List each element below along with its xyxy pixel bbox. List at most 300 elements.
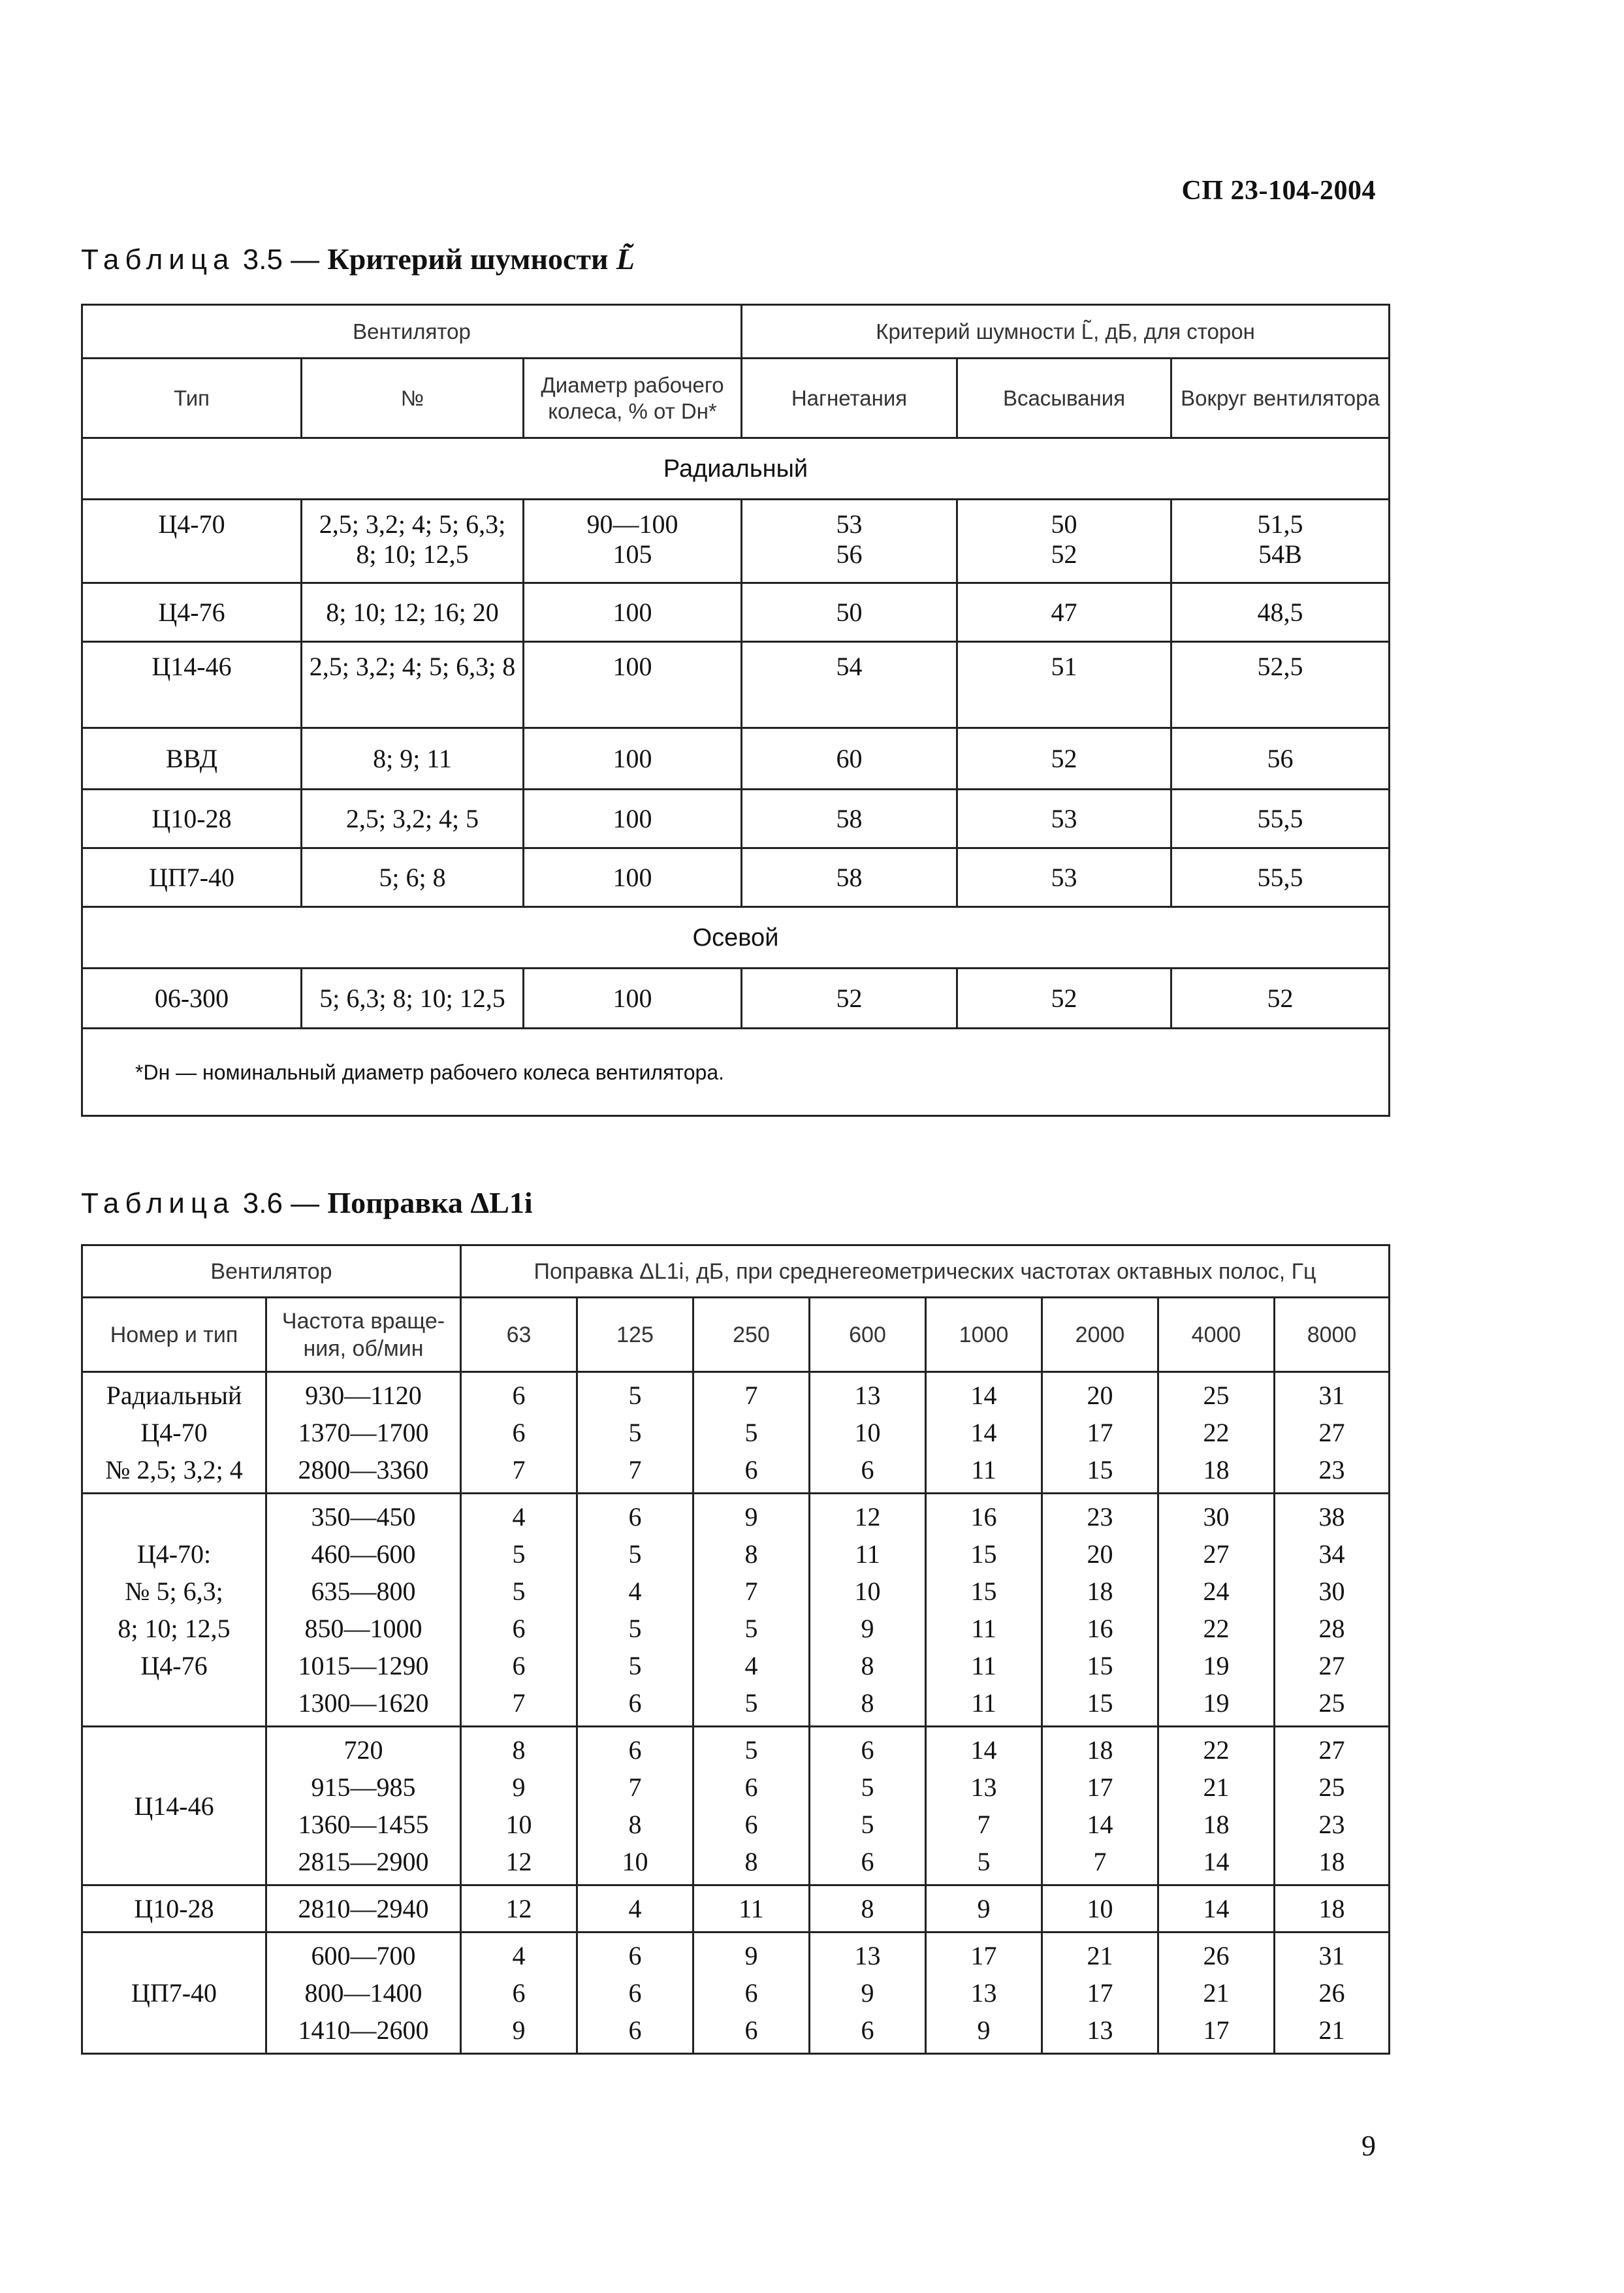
- cell-number-type: [82, 1885, 266, 1932]
- table-row: [82, 1885, 1390, 1932]
- cell-values: [1158, 1885, 1275, 1932]
- cell-discharge: [742, 790, 957, 848]
- cell-values: [1158, 1372, 1275, 1494]
- cell-line: 16: [970, 1502, 997, 1531]
- cell-line: 1410—2600: [298, 2015, 429, 2045]
- cell-line: Ц14-46: [134, 1791, 214, 1821]
- cell-line: 17: [1203, 2015, 1230, 2045]
- cell-line: 930—1120: [305, 1381, 422, 1410]
- cell-line: 15: [1087, 1651, 1113, 1680]
- cell-around: [1171, 583, 1390, 642]
- cell-discharge: 52: [742, 969, 957, 1029]
- cell-line: 19: [1203, 1651, 1230, 1680]
- cell-values: [693, 1932, 810, 2054]
- cell-line: 26: [1203, 1941, 1230, 1970]
- cell-line: 54: [836, 652, 863, 681]
- cell-line: 5: [628, 1381, 642, 1410]
- cell-line: 8: [744, 1539, 758, 1569]
- cell-line: 11: [971, 1455, 996, 1484]
- cell-rotation: [266, 1494, 461, 1727]
- cell-line: 47: [1051, 597, 1077, 627]
- table-row: [82, 1372, 1390, 1494]
- cell-number-type: [82, 1727, 266, 1885]
- cell-values: [926, 1494, 1042, 1727]
- cell-values: [693, 1372, 810, 1494]
- cell-line: 100: [613, 862, 652, 892]
- cell-line: 6: [861, 1847, 874, 1876]
- cell-line: 14: [970, 1418, 997, 1447]
- cell-values: [461, 1932, 577, 2054]
- cell-line: 19: [1203, 1688, 1230, 1718]
- cell-line: 600—700: [311, 1941, 416, 1970]
- cell-values: [1042, 1372, 1158, 1494]
- cell-values: [693, 1727, 810, 1885]
- cell-line: 8: [512, 1735, 526, 1765]
- cell-line: 11: [855, 1539, 880, 1569]
- cell-line: 18: [1203, 1810, 1230, 1839]
- cell-values: [577, 1932, 693, 2054]
- cell-suction: 52: [957, 969, 1171, 1029]
- cell-around: [1171, 500, 1390, 583]
- col-freq-250: 250: [693, 1298, 810, 1372]
- cell-line: 58: [836, 803, 863, 833]
- cell-values: [1158, 1494, 1275, 1727]
- cell-line: 31: [1318, 1381, 1345, 1410]
- cell-values: [1042, 1494, 1158, 1727]
- section-radial: Радиальный: [82, 438, 1390, 500]
- cell-line: 22: [1203, 1614, 1230, 1643]
- cell-line: 7: [512, 1688, 526, 1718]
- cell-number-type: [82, 1932, 266, 2054]
- cell-line: 100: [613, 803, 652, 833]
- cell-line: 6: [744, 1810, 758, 1839]
- radial-rows: [82, 500, 1390, 907]
- table-row: [82, 1494, 1390, 1727]
- cell-line: 6: [744, 1455, 758, 1484]
- correction-rows: [82, 1372, 1390, 2054]
- col-freq-2000: 2000: [1042, 1298, 1158, 1372]
- cell-line: 17: [1087, 1418, 1113, 1447]
- cell-diameter: [524, 642, 742, 728]
- cell-line: 14: [970, 1381, 997, 1410]
- cell-around: 52: [1171, 969, 1390, 1029]
- cell-line: Ц4-70: [140, 1418, 208, 1447]
- cell-number: 8; 10; 12; 16; 20: [302, 583, 524, 642]
- cell-line: 10: [854, 1577, 881, 1606]
- cell-line: 52: [1051, 743, 1077, 773]
- cell-suction: [957, 642, 1171, 728]
- correction-group-header: Поправка ΔL1i, дБ, при среднегеометрических частотах октавных полос, Гц: [461, 1245, 1390, 1298]
- cell-line: 26: [1318, 1978, 1345, 2008]
- cell-line: 14: [1203, 1894, 1230, 1923]
- cell-line: 14: [970, 1735, 997, 1765]
- cell-line: 7: [744, 1577, 758, 1606]
- col-freq-4000: 4000: [1158, 1298, 1275, 1372]
- cell-values: [926, 1372, 1042, 1494]
- cell-line: 1015—1290: [298, 1651, 429, 1680]
- cell-line: 7: [628, 1772, 642, 1802]
- cell-values: [461, 1885, 577, 1932]
- cell-line: 50: [1051, 509, 1077, 539]
- cell-line: 6: [744, 2015, 758, 2045]
- cell-values: [693, 1885, 810, 1932]
- cell-line: 16: [1087, 1614, 1113, 1643]
- cell-line: 34: [1318, 1539, 1345, 1569]
- cell-rotation: [266, 1885, 461, 1932]
- cell-line: 4: [512, 1941, 526, 1970]
- table-row: [82, 1727, 1390, 1885]
- cell-discharge: [742, 642, 957, 728]
- cell-type: ВВД: [82, 728, 302, 790]
- page-number: 9: [1361, 2130, 1376, 2162]
- cell-line: 53: [1051, 862, 1077, 892]
- cell-line: 6: [861, 1455, 874, 1484]
- col-around: Вокруг вентилятора: [1171, 359, 1390, 438]
- cell-line: 1370—1700: [298, 1418, 429, 1447]
- cell-line: 5: [744, 1688, 758, 1718]
- cell-line: 2815—2900: [298, 1847, 429, 1876]
- cell-values: [810, 1727, 926, 1885]
- cell-discharge: [742, 583, 957, 642]
- cell-line: 2800—3360: [298, 1455, 429, 1484]
- cell-values: [1042, 1932, 1158, 2054]
- cell-values: [577, 1494, 693, 1727]
- col-discharge: Нагнетания: [742, 359, 957, 438]
- cell-line: 8: [861, 1688, 874, 1718]
- cell-line: ЦП7-40: [131, 1978, 217, 2008]
- cell-line: 55,5: [1257, 803, 1303, 833]
- cell-line: 18: [1087, 1577, 1113, 1606]
- cell-line: 7: [977, 1810, 991, 1839]
- col-number: №: [302, 359, 524, 438]
- cell-line: 15: [970, 1539, 997, 1569]
- cell-values: [810, 1494, 926, 1727]
- cell-line: 51,5: [1257, 509, 1303, 539]
- table-row: [82, 500, 1390, 583]
- cell-line: 800—1400: [304, 1978, 422, 2008]
- cell-discharge: [742, 728, 957, 790]
- cell-line: 6: [628, 1502, 642, 1531]
- cell-type: Ц4-70: [82, 500, 302, 583]
- cell-line: 15: [1087, 1455, 1113, 1484]
- cell-line: 27: [1318, 1418, 1345, 1447]
- cell-line: 8: [861, 1651, 874, 1680]
- cell-line: 30: [1318, 1577, 1345, 1606]
- cell-line: 7: [628, 1455, 642, 1484]
- cell-line: 6: [628, 2015, 642, 2045]
- caption-title: Критерий шумности: [327, 242, 609, 276]
- cell-values: [1275, 1372, 1390, 1494]
- cell-line: 58: [836, 862, 863, 892]
- cell-line: 17: [1087, 1772, 1113, 1802]
- table-3-6-caption: [81, 1185, 533, 1220]
- cell-line: 11: [971, 1651, 996, 1680]
- col-type: Тип: [82, 359, 302, 438]
- cell-line: 9: [977, 1894, 991, 1923]
- caption-number: 3.5 —: [242, 244, 320, 276]
- cell-line: 105: [613, 539, 652, 569]
- cell-line: 21: [1318, 2015, 1345, 2045]
- cell-line: 9: [512, 2015, 526, 2045]
- cell-line: 11: [971, 1688, 996, 1718]
- cell-line: 53: [1051, 803, 1077, 833]
- cell-line: 18: [1203, 1455, 1230, 1484]
- cell-line: 14: [1203, 1847, 1230, 1876]
- cell-values: [577, 1885, 693, 1932]
- cell-line: 21: [1087, 1941, 1113, 1970]
- caption-symbol: L̃: [616, 242, 635, 276]
- cell-values: [1042, 1727, 1158, 1885]
- cell-line: 56: [1267, 743, 1294, 773]
- cell-line: 53: [836, 509, 863, 539]
- cell-line: 23: [1318, 1810, 1345, 1839]
- cell-type: 06-300: [82, 969, 302, 1029]
- cell-values: [1275, 1494, 1390, 1727]
- table-footnote: *Dн — номинальный диаметр рабочего колеса вентилятора.: [82, 1029, 1390, 1116]
- cell-number: 2,5; 3,2; 4; 5; 6,3; 8: [302, 642, 524, 728]
- cell-line: 1360—1455: [298, 1810, 429, 1839]
- cell-line: 720: [343, 1735, 383, 1765]
- cell-line: 18: [1318, 1847, 1345, 1876]
- cell-line: 13: [970, 1978, 997, 2008]
- cell-line: 9: [861, 1614, 874, 1643]
- cell-line: 2810—2940: [298, 1894, 429, 1923]
- cell-number: 2,5; 3,2; 4; 5; 6,3; 8; 10; 12,5: [302, 500, 524, 583]
- cell-line: 18: [1087, 1735, 1113, 1765]
- cell-line: 54В: [1258, 539, 1302, 569]
- cell-suction: [957, 500, 1171, 583]
- cell-line: 9: [744, 1941, 758, 1970]
- cell-line: Ц4-76: [140, 1651, 208, 1680]
- cell-line: 48,5: [1257, 597, 1303, 627]
- cell-values: [1275, 1932, 1390, 2054]
- cell-line: 27: [1318, 1651, 1345, 1680]
- cell-number: 5; 6,3; 8; 10; 12,5: [302, 969, 524, 1029]
- cell-line: 27: [1203, 1539, 1230, 1569]
- cell-line: 6: [628, 1978, 642, 2008]
- cell-line: 5: [744, 1418, 758, 1447]
- cell-number-type: [82, 1494, 266, 1727]
- cell-type: ЦП7-40: [82, 848, 302, 907]
- col-freq-1000: 1000: [926, 1298, 1042, 1372]
- cell-values: [810, 1932, 926, 2054]
- cell-line: 21: [1203, 1772, 1230, 1802]
- cell-number-type: [82, 1372, 266, 1494]
- cell-line: 350—450: [311, 1502, 416, 1531]
- cell-rotation: [266, 1372, 461, 1494]
- cell-line: 6: [512, 1614, 526, 1643]
- noise-criterion-table: [81, 304, 1390, 1117]
- cell-line: 25: [1318, 1772, 1345, 1802]
- cell-line: 25: [1318, 1688, 1345, 1718]
- cell-line: 31: [1318, 1941, 1345, 1970]
- cell-values: [461, 1372, 577, 1494]
- cell-line: 13: [854, 1941, 881, 1970]
- cell-line: 8: [628, 1810, 642, 1839]
- cell-line: 30: [1203, 1502, 1230, 1531]
- cell-values: [461, 1494, 577, 1727]
- cell-number: 2,5; 3,2; 4; 5: [302, 790, 524, 848]
- cell-values: [926, 1885, 1042, 1932]
- cell-line: 11: [971, 1614, 996, 1643]
- cell-diameter: [524, 848, 742, 907]
- cell-line: 100: [613, 652, 652, 681]
- cell-line: 6: [744, 1978, 758, 2008]
- cell-line: 25: [1203, 1381, 1230, 1410]
- cell-values: [1275, 1885, 1390, 1932]
- cell-line: 10: [622, 1847, 648, 1876]
- cell-number: 8; 9; 11: [302, 728, 524, 790]
- cell-line: 27: [1318, 1735, 1345, 1765]
- cell-line: 460—600: [311, 1539, 416, 1569]
- cell-line: 5: [628, 1651, 642, 1680]
- cell-diameter: [524, 500, 742, 583]
- cell-line: 12: [854, 1502, 881, 1531]
- cell-line: 8; 10; 12,5: [118, 1614, 231, 1643]
- cell-line: 5: [512, 1577, 526, 1606]
- cell-line: 15: [1087, 1688, 1113, 1718]
- caption-prefix: Таблица: [81, 1187, 235, 1219]
- cell-line: 6: [512, 1978, 526, 2008]
- cell-line: 7: [744, 1381, 758, 1410]
- cell-values: [926, 1727, 1042, 1885]
- cell-line: 6: [512, 1418, 526, 1447]
- cell-line: 6: [628, 1941, 642, 1970]
- cell-line: 6: [861, 2015, 874, 2045]
- cell-line: 22: [1203, 1735, 1230, 1765]
- cell-line: 23: [1087, 1502, 1113, 1531]
- col-rotation: Частота враще-ния, об/мин: [266, 1298, 461, 1372]
- cell-diameter: [524, 728, 742, 790]
- cell-line: 5: [861, 1772, 874, 1802]
- cell-line: 5: [628, 1614, 642, 1643]
- cell-around: [1171, 642, 1390, 728]
- cell-line: 22: [1203, 1418, 1230, 1447]
- cell-line: 4: [628, 1577, 642, 1606]
- cell-line: № 5; 6,3;: [125, 1577, 223, 1606]
- cell-line: Радиальный: [106, 1381, 242, 1410]
- cell-line: 4: [628, 1894, 642, 1923]
- criterion-group-header: Критерий шумности L̃, дБ, для сторон: [742, 305, 1390, 359]
- cell-line: 24: [1203, 1577, 1230, 1606]
- cell-discharge: [742, 500, 957, 583]
- cell-line: 7: [1093, 1847, 1107, 1876]
- cell-line: 14: [1087, 1810, 1113, 1839]
- cell-line: 51: [1051, 652, 1077, 681]
- cell-values: [1158, 1727, 1275, 1885]
- cell-line: 17: [1087, 1978, 1113, 2008]
- cell-line: 635—800: [311, 1577, 416, 1606]
- cell-line: Ц10-28: [134, 1894, 214, 1923]
- cell-line: 56: [836, 539, 863, 569]
- cell-rotation: [266, 1932, 461, 2054]
- table-3-5-caption: [81, 242, 635, 276]
- cell-values: [1158, 1932, 1275, 2054]
- cell-line: 5: [744, 1735, 758, 1765]
- cell-line: 18: [1318, 1894, 1345, 1923]
- cell-line: 38: [1318, 1502, 1345, 1531]
- cell-type: Ц14-46: [82, 642, 302, 728]
- cell-values: [693, 1494, 810, 1727]
- cell-line: 10: [854, 1418, 881, 1447]
- cell-line: 8: [861, 1894, 874, 1923]
- cell-line: 5: [977, 1847, 991, 1876]
- cell-line: 9: [977, 2015, 991, 2045]
- cell-around: [1171, 790, 1390, 848]
- col-freq-600: 600: [810, 1298, 926, 1372]
- cell-suction: [957, 728, 1171, 790]
- cell-line: № 2,5; 3,2; 4: [105, 1455, 243, 1484]
- cell-line: 20: [1087, 1381, 1113, 1410]
- cell-number: 5; 6; 8: [302, 848, 524, 907]
- table-row: [82, 642, 1390, 728]
- cell-values: [461, 1727, 577, 1885]
- cell-line: 6: [628, 1735, 642, 1765]
- cell-diameter: 100: [524, 969, 742, 1029]
- cell-diameter: [524, 583, 742, 642]
- cell-line: 11: [739, 1894, 764, 1923]
- cell-line: 100: [613, 597, 652, 627]
- cell-line: 6: [744, 1772, 758, 1802]
- cell-line: 6: [512, 1381, 526, 1410]
- table-row: [82, 1932, 1390, 2054]
- cell-line: 15: [970, 1577, 997, 1606]
- cell-line: 9: [861, 1978, 874, 2008]
- cell-line: 20: [1087, 1539, 1113, 1569]
- table-row: [82, 583, 1390, 642]
- cell-values: [926, 1932, 1042, 2054]
- cell-line: 55,5: [1257, 862, 1303, 892]
- section-axial: Осевой: [82, 907, 1390, 969]
- col-freq-125: 125: [577, 1298, 693, 1372]
- col-freq-8000: 8000: [1275, 1298, 1390, 1372]
- cell-values: [577, 1727, 693, 1885]
- cell-line: 13: [854, 1381, 881, 1410]
- cell-line: Ц4-70:: [136, 1539, 212, 1569]
- cell-line: 6: [512, 1651, 526, 1680]
- cell-line: 9: [744, 1502, 758, 1531]
- cell-suction: [957, 583, 1171, 642]
- table-row: [82, 790, 1390, 848]
- cell-line: 13: [970, 1772, 997, 1802]
- cell-line: 60: [836, 743, 863, 773]
- cell-values: [810, 1372, 926, 1494]
- cell-line: 6: [628, 1688, 642, 1718]
- cell-line: 5: [861, 1810, 874, 1839]
- col-number-type: Номер и тип: [82, 1298, 266, 1372]
- caption-number: 3.6 —: [242, 1187, 320, 1219]
- cell-line: 10: [1087, 1894, 1113, 1923]
- col-suction: Всасывания: [957, 359, 1171, 438]
- cell-line: 6: [861, 1735, 874, 1765]
- correction-table: [81, 1244, 1390, 2055]
- cell-values: [1042, 1885, 1158, 1932]
- cell-line: 5: [744, 1614, 758, 1643]
- cell-discharge: [742, 848, 957, 907]
- cell-line: 5: [512, 1539, 526, 1569]
- cell-line: 90—100: [586, 509, 678, 539]
- col-freq-63: 63: [461, 1298, 577, 1372]
- cell-line: 52,5: [1257, 652, 1303, 681]
- table-row: [82, 728, 1390, 790]
- cell-values: [1275, 1727, 1390, 1885]
- caption-title: Поправка ΔL1i: [327, 1186, 533, 1219]
- cell-line: 5: [628, 1539, 642, 1569]
- cell-line: 12: [505, 1894, 532, 1923]
- cell-suction: [957, 848, 1171, 907]
- cell-line: 13: [1087, 2015, 1113, 2045]
- cell-line: 4: [744, 1651, 758, 1680]
